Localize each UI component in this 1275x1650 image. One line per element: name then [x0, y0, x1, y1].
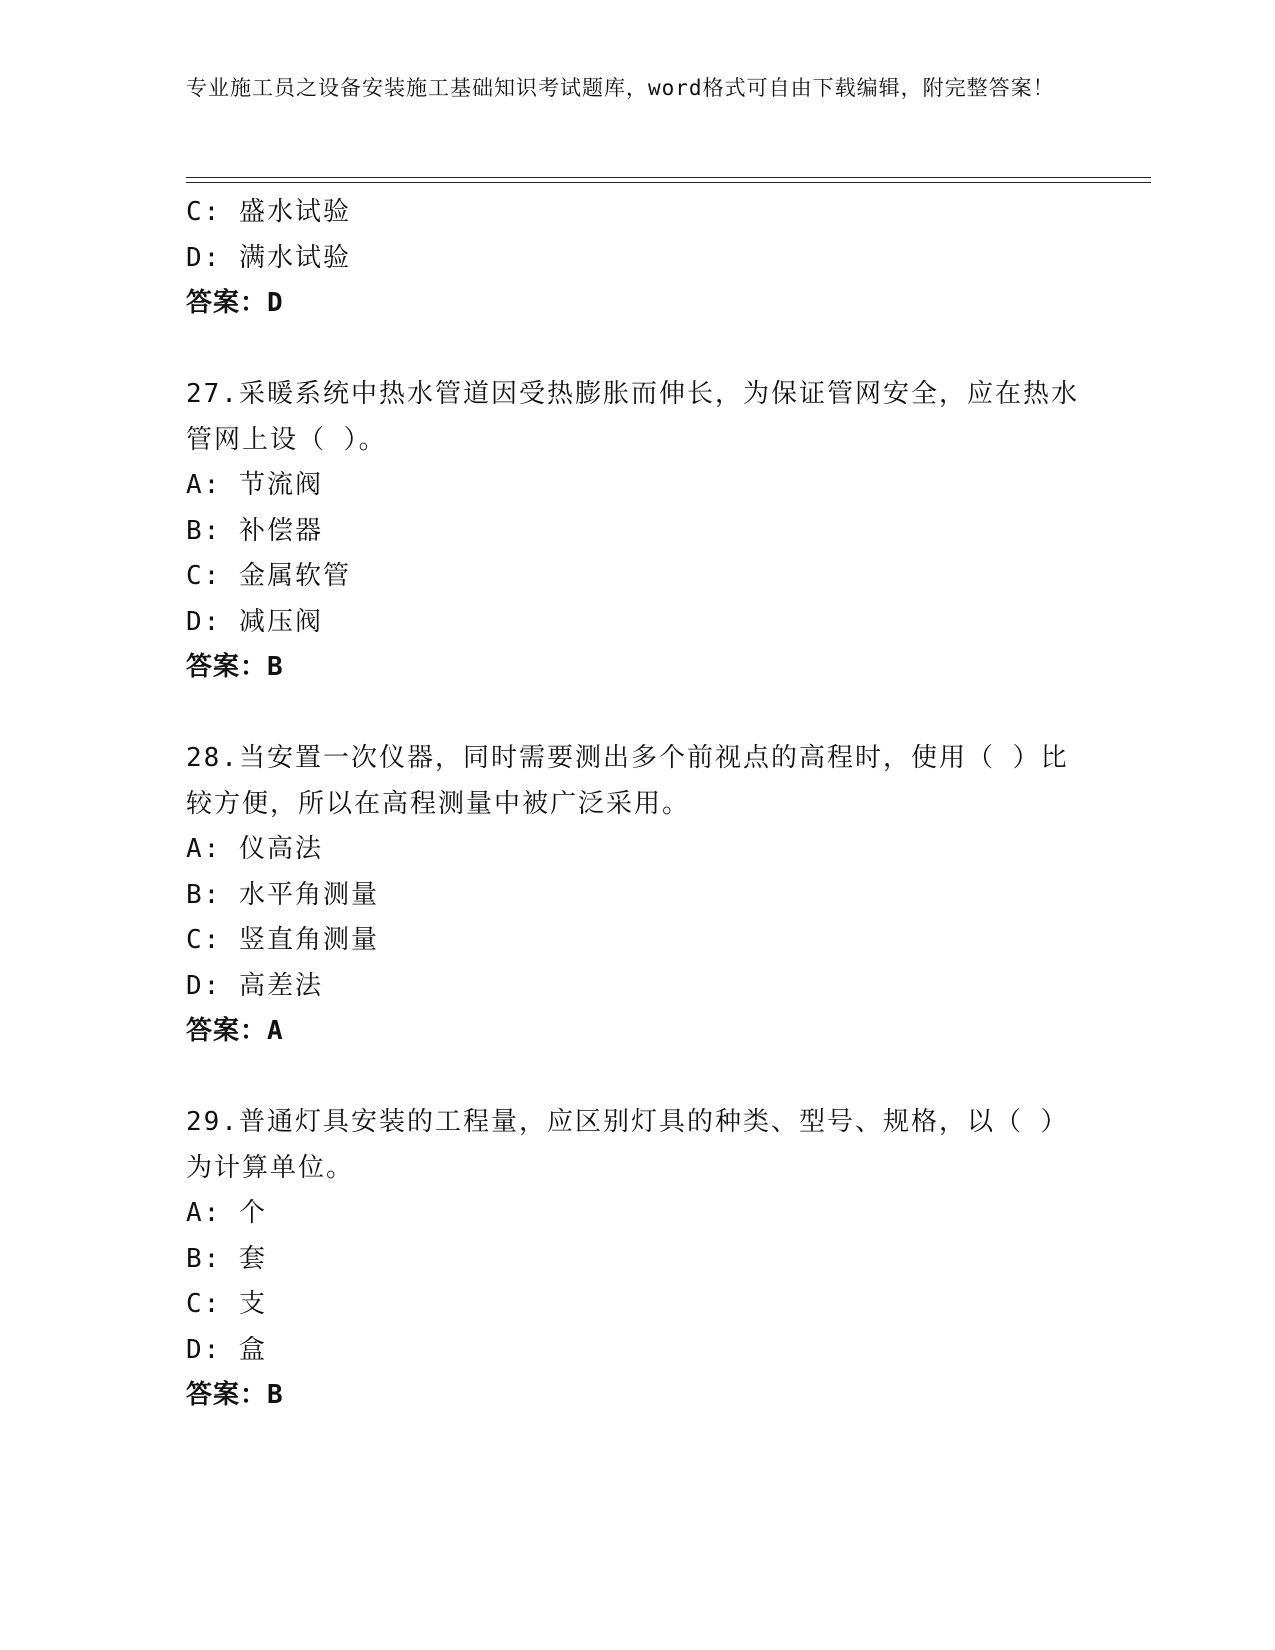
option-text: 支 — [238, 1289, 267, 1319]
question-28 — [186, 736, 1086, 1055]
option-label: B: — [186, 879, 222, 910]
question-stem: 29.普通灯具安装的工程量，应区别灯具的种类、型号、规格，以（ ）为计算单位。 — [186, 1107, 1069, 1183]
option-b — [186, 509, 1086, 555]
option-c — [186, 554, 1086, 600]
option-label: B: — [186, 1243, 222, 1274]
option-d — [186, 964, 1086, 1010]
option-a — [186, 463, 1086, 509]
option-text: 套 — [238, 1243, 267, 1274]
option-a — [186, 827, 1086, 873]
spacer — [186, 1055, 1086, 1101]
spacer — [186, 691, 1086, 737]
option-label: C: — [186, 197, 222, 227]
option-b — [186, 873, 1086, 919]
answer-line: 答案：D — [186, 288, 284, 318]
option-a — [186, 1191, 1086, 1237]
spacer — [186, 327, 1086, 373]
option-label: A: — [186, 1198, 222, 1228]
option-label: D: — [186, 1334, 222, 1365]
option-d — [186, 1328, 1086, 1374]
option-b — [186, 1237, 1086, 1283]
question-stem: 27.采暖系统中热水管道因受热膨胀而伸长，为保证管网安全，应在热水管网上设（ ）。 — [186, 379, 1079, 455]
option-text: 补偿器 — [238, 515, 323, 546]
option-d — [186, 236, 1086, 282]
option-d — [186, 600, 1086, 646]
option-c — [186, 190, 1086, 236]
continued-question — [186, 190, 1086, 327]
option-c — [186, 918, 1086, 964]
option-text: 仪高法 — [238, 834, 323, 864]
option-label: D: — [186, 242, 222, 273]
option-text: 高差法 — [238, 970, 323, 1001]
option-c — [186, 1282, 1086, 1328]
header-divider-top — [186, 177, 1151, 178]
option-label: D: — [186, 606, 222, 637]
option-text: 个 — [238, 1198, 267, 1228]
option-label: B: — [186, 515, 222, 546]
question-27 — [186, 372, 1086, 691]
question-stem: 28.当安置一次仪器，同时需要测出多个前视点的高程时，使用（ ）比较方便，所以在高程测量中被广泛采用。 — [186, 743, 1069, 819]
option-label: C: — [186, 925, 222, 955]
option-text: 盒 — [238, 1334, 267, 1365]
option-text: 竖直角测量 — [238, 925, 379, 955]
option-label: C: — [186, 561, 222, 591]
option-label: C: — [186, 1289, 222, 1319]
option-text: 盛水试验 — [238, 197, 351, 227]
option-text: 节流阀 — [238, 470, 323, 500]
option-text: 金属软管 — [238, 561, 351, 591]
option-text: 满水试验 — [238, 242, 351, 273]
question-29 — [186, 1100, 1086, 1419]
option-label: D: — [186, 970, 222, 1001]
answer-line: 答案：A — [186, 1016, 284, 1046]
question-list — [186, 190, 1086, 1419]
header-divider-bottom — [186, 182, 1151, 183]
option-label: A: — [186, 470, 222, 500]
header-title: 专业施工员之设备安装施工基础知识考试题库，word格式可自由下载编辑，附完整答案！ — [186, 76, 1055, 100]
answer-line: 答案：B — [186, 1380, 284, 1410]
answer-line: 答案：B — [186, 652, 284, 682]
option-label: A: — [186, 834, 222, 864]
document-header — [186, 72, 1066, 105]
option-text: 减压阀 — [238, 606, 323, 637]
option-text: 水平角测量 — [238, 879, 379, 910]
